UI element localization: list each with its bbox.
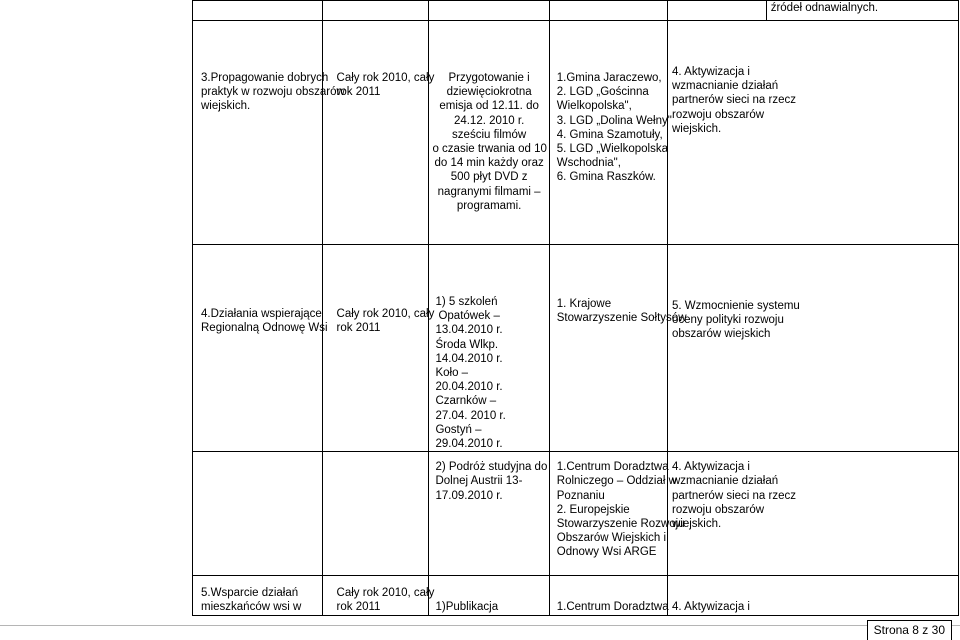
cell-line: 4. Aktywizacja i — [672, 461, 750, 474]
cell-line: partnerów sieci na rzecz — [672, 94, 796, 107]
cell-line: 14.04.2010 r. — [435, 352, 503, 365]
cell-line: Odnowy Wsi ARGE — [556, 546, 657, 559]
cell-line: Przygotowanie i — [448, 72, 530, 84]
cell-line: sześciu filmów — [452, 128, 527, 141]
cell-line — [557, 586, 664, 600]
table-cell-task — [193, 1, 323, 21]
table-row — [193, 452, 959, 576]
cell-line: rok 2011 — [336, 601, 381, 614]
cell-line: partnerów sieci na rzecz — [672, 489, 796, 502]
cell-line: wzmacnianie działań — [672, 475, 779, 488]
cell-line: 13.04.2010 r. — [435, 324, 503, 337]
cell-line: 27.04. 2010 r. — [435, 409, 506, 422]
activities-table — [192, 0, 959, 616]
table-cell-task — [193, 245, 328, 452]
cell-line: rozwoju obszarów — [672, 108, 765, 121]
table-row — [193, 245, 959, 452]
table-cell-task — [193, 452, 323, 576]
cell-line: Obszarów Wiejskich i — [556, 532, 667, 545]
cell-line: 4. Aktywizacja i — [672, 601, 750, 614]
table-cell-partners — [549, 576, 667, 616]
cell-line: Cały rok 2010, cały — [336, 72, 435, 84]
table-cell-period — [322, 576, 435, 616]
table-cell-goal — [668, 452, 959, 576]
cell-line: Poznaniu — [556, 489, 605, 502]
cell-line: Stowarzyszenie Sołtysów — [556, 312, 687, 325]
table-cell-task — [193, 21, 345, 245]
table-cell-spacer — [668, 1, 767, 21]
cell-line: 4. Gmina Szamotuły, — [556, 128, 663, 141]
cell-line: 1. Krajowe — [556, 298, 612, 310]
cell-line: rok 2011 — [336, 322, 381, 335]
cell-line: obszarów wiejskich — [672, 328, 771, 341]
cell-line: wiejskich. — [672, 518, 722, 531]
cell-line — [435, 586, 545, 600]
table-cell-goal — [668, 576, 959, 616]
cell-text: źródeł odnawialnych. — [770, 2, 879, 14]
cell-line: 500 płyt DVD z — [450, 171, 528, 184]
cell-line: 4.Działania wspierające — [201, 308, 322, 320]
cell-line: wiejskich. — [201, 100, 251, 113]
cell-line: wzmacnianie działań — [672, 80, 779, 93]
cell-line: 2. Europejskie — [556, 503, 630, 516]
table-cell-task — [193, 576, 323, 616]
table-cell-actions — [429, 452, 549, 576]
cell-line: Wielkopolska", — [556, 100, 632, 113]
table-cell-actions — [429, 576, 549, 616]
cell-line: 29.04.2010 r. — [435, 438, 503, 451]
table-cell-partners — [549, 21, 672, 245]
table-cell-goal — [668, 21, 959, 245]
cell-line: 20.04.2010 r. — [435, 381, 503, 394]
cell-line: Środa Wlkp. — [435, 338, 499, 351]
page-number: Strona 8 z 30 — [867, 620, 952, 640]
cell-line: mieszkańców wsi w — [201, 601, 302, 614]
cell-line: o czasie trwania od 10 — [432, 143, 547, 156]
table-cell-actions — [429, 1, 549, 21]
table-cell-period — [322, 245, 435, 452]
cell-line: 1.Centrum Doradztwa — [556, 601, 669, 614]
cell-line: Dolnej Austrii 13- — [435, 475, 523, 488]
table-cell-partners — [549, 452, 685, 576]
cell-line: 1.Centrum Doradztwa — [556, 461, 669, 474]
cell-line: Wschodnia", — [556, 157, 621, 170]
cell-line: oceny polityki rozwoju — [672, 314, 784, 327]
cell-line: 24.12. 2010 r. — [453, 114, 525, 127]
cell-line: nagranymi filmami – — [437, 185, 541, 198]
cell-line: 4. Aktywizacja i — [672, 66, 750, 78]
cell-line: 2) Podróż studyjna do — [435, 461, 548, 474]
footer-divider — [0, 625, 960, 626]
cell-line: Opatówek – — [438, 310, 500, 323]
cell-line: 1) 5 szkoleń — [435, 296, 498, 308]
table-cell-goal — [766, 1, 958, 21]
cell-line: praktyk w rozwoju obszarów — [201, 86, 345, 99]
table-cell-actions — [429, 21, 549, 245]
cell-line: 3.Propagowanie dobrych — [201, 72, 329, 84]
cell-line: programami. — [456, 199, 522, 212]
table-cell-period — [322, 452, 429, 576]
cell-line: do 14 min każdy oraz — [434, 157, 544, 170]
cell-line: Gostyń – — [435, 423, 482, 436]
cell-line: 17.09.2010 r. — [435, 489, 503, 502]
table-cell-partners — [549, 1, 667, 21]
cell-line: Cały rok 2010, cały — [336, 587, 435, 600]
cell-line: rok 2011 — [336, 86, 381, 99]
table-cell-period — [322, 21, 435, 245]
cell-line: Rolniczego – Oddział w — [556, 475, 677, 488]
cell-line: Czarnków – — [435, 395, 497, 408]
table-cell-period — [322, 1, 429, 21]
cell-line: 6. Gmina Raszków. — [556, 171, 656, 184]
cell-line: 1)Publikacja — [435, 601, 499, 614]
cell-line: Cały rok 2010, cały — [336, 308, 435, 320]
table-row — [193, 1, 959, 21]
cell-line: 5. LGD „Wielkopolska — [556, 143, 668, 156]
table-row — [193, 21, 959, 245]
cell-line: 2. LGD „Gościnna — [556, 86, 649, 99]
table-cell-partners — [549, 245, 687, 452]
table-cell-actions — [429, 245, 549, 452]
cell-line — [672, 586, 955, 600]
cell-line: dziewięciokrotna — [446, 86, 532, 99]
cell-line: wiejskich. — [672, 122, 722, 135]
cell-line: Stowarzyszenie Rozwoju — [556, 518, 685, 531]
cell-line: Regionalną Odnowę Wsi — [201, 322, 328, 335]
cell-line: rozwoju obszarów — [672, 503, 765, 516]
table-cell-goal — [668, 245, 959, 452]
cell-line: Koło – — [435, 367, 469, 380]
cell-line: 1.Gmina Jaraczewo, — [556, 72, 662, 84]
cell-line: 5. Wzmocnienie systemu — [672, 300, 800, 312]
table-row — [193, 576, 959, 616]
cell-line: emisja od 12.11. do — [439, 100, 539, 113]
cell-line: 5.Wsparcie działań — [201, 587, 299, 600]
cell-line: 3. LGD „Dolina Wełny" — [556, 114, 672, 127]
